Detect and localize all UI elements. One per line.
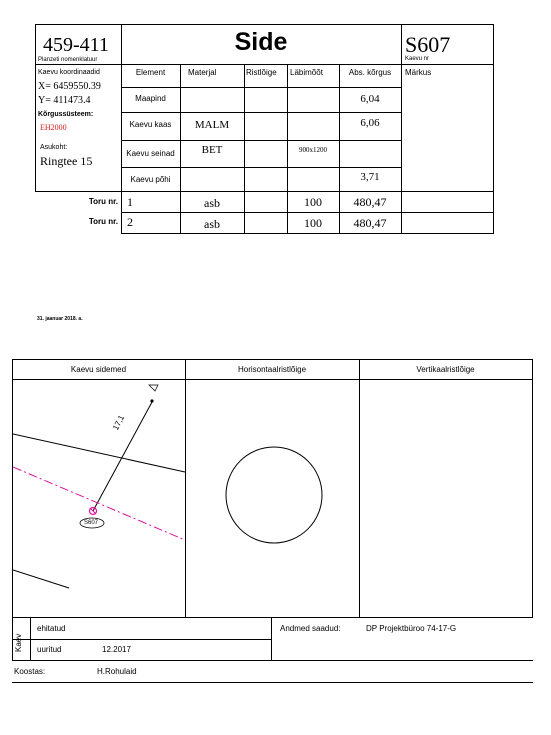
distance-label: 17,1 (111, 413, 127, 432)
table-row-diameter: 900x1200 (299, 146, 327, 154)
table-row-height: 6,06 (360, 117, 380, 129)
well-connections-sketch (13, 380, 185, 617)
panel-title-horizontal: Horisontaalristlõige (237, 365, 307, 374)
panel-title-vertical: Vertikaalristlõige (416, 365, 475, 374)
panel-title-connections: Kaevu sidemed (70, 365, 127, 374)
document-date: 31. jaanuar 2018. a. (37, 316, 83, 322)
pipe-label: Toru nr. (88, 217, 118, 226)
table-row-height: 6,04 (360, 93, 380, 105)
page-title: Side (234, 28, 288, 56)
pipe-material: asb (204, 217, 220, 231)
col-header-material: Materjal (188, 68, 217, 77)
address-label: Asukoht: (40, 144, 68, 151)
table-row-element: Maapind (135, 94, 166, 103)
table-row-height: 3,71 (360, 171, 380, 183)
table-row-material: BET (201, 144, 223, 156)
col-header-element: Element (135, 68, 166, 77)
source-label: Andmed saadud: (280, 624, 341, 633)
col-header-cross: Ristlõige (246, 68, 277, 77)
table-row-element: Kaevu kaas (129, 120, 172, 129)
coords-label: Kaevu koordinaadid (38, 69, 100, 76)
pipe-nr: 1 (127, 195, 133, 209)
pipe-height: 480,47 (353, 216, 387, 230)
surveyed-label: uuritud (37, 645, 62, 654)
well-id: S607 (405, 32, 451, 57)
table-row-material: MALM (194, 119, 230, 131)
coord-x: X= 6459550.39 (38, 81, 101, 92)
height-system-label: Kõrgussüsteem: (38, 111, 94, 118)
pipe-nr: 2 (127, 215, 133, 229)
surveyed-value: 12.2017 (102, 645, 131, 654)
footer-side-label: Kaev (14, 633, 23, 652)
pipe-material: asb (204, 196, 220, 210)
nomenclature-label: Planzeti nomenklatuur (38, 57, 98, 63)
table-row-element: Kaevu seinad (126, 149, 175, 158)
height-system: EH2000 (40, 123, 67, 132)
author-label: Koostas: (14, 667, 46, 676)
source-value: DP Projektbüroo 74-17-G (366, 624, 457, 633)
table-row-element: Kaevu põhi (130, 175, 171, 184)
well-map-label: S607 (84, 520, 99, 526)
col-header-diameter: Läbimõõt (290, 68, 323, 77)
reference-point-icon (149, 385, 158, 391)
horizontal-section-drawing (186, 380, 359, 617)
author-value: H.Rohulaid (97, 667, 137, 676)
built-label: ehitatud (37, 624, 66, 633)
address: Ringtee 15 (40, 154, 93, 168)
pipe-height: 480,47 (353, 195, 387, 209)
pipe-diameter: 100 (304, 216, 322, 230)
coord-y: Y= 411473.4 (38, 95, 91, 106)
pipe-label: Toru nr. (88, 197, 118, 206)
pipe-diameter: 100 (304, 195, 322, 209)
col-header-height: Abs. kõrgus (348, 68, 392, 77)
col-header-note: Märkus (405, 68, 432, 77)
well-id-label: Kaevu nr (405, 56, 430, 62)
nomenclature-number: 459-411 (43, 34, 109, 56)
